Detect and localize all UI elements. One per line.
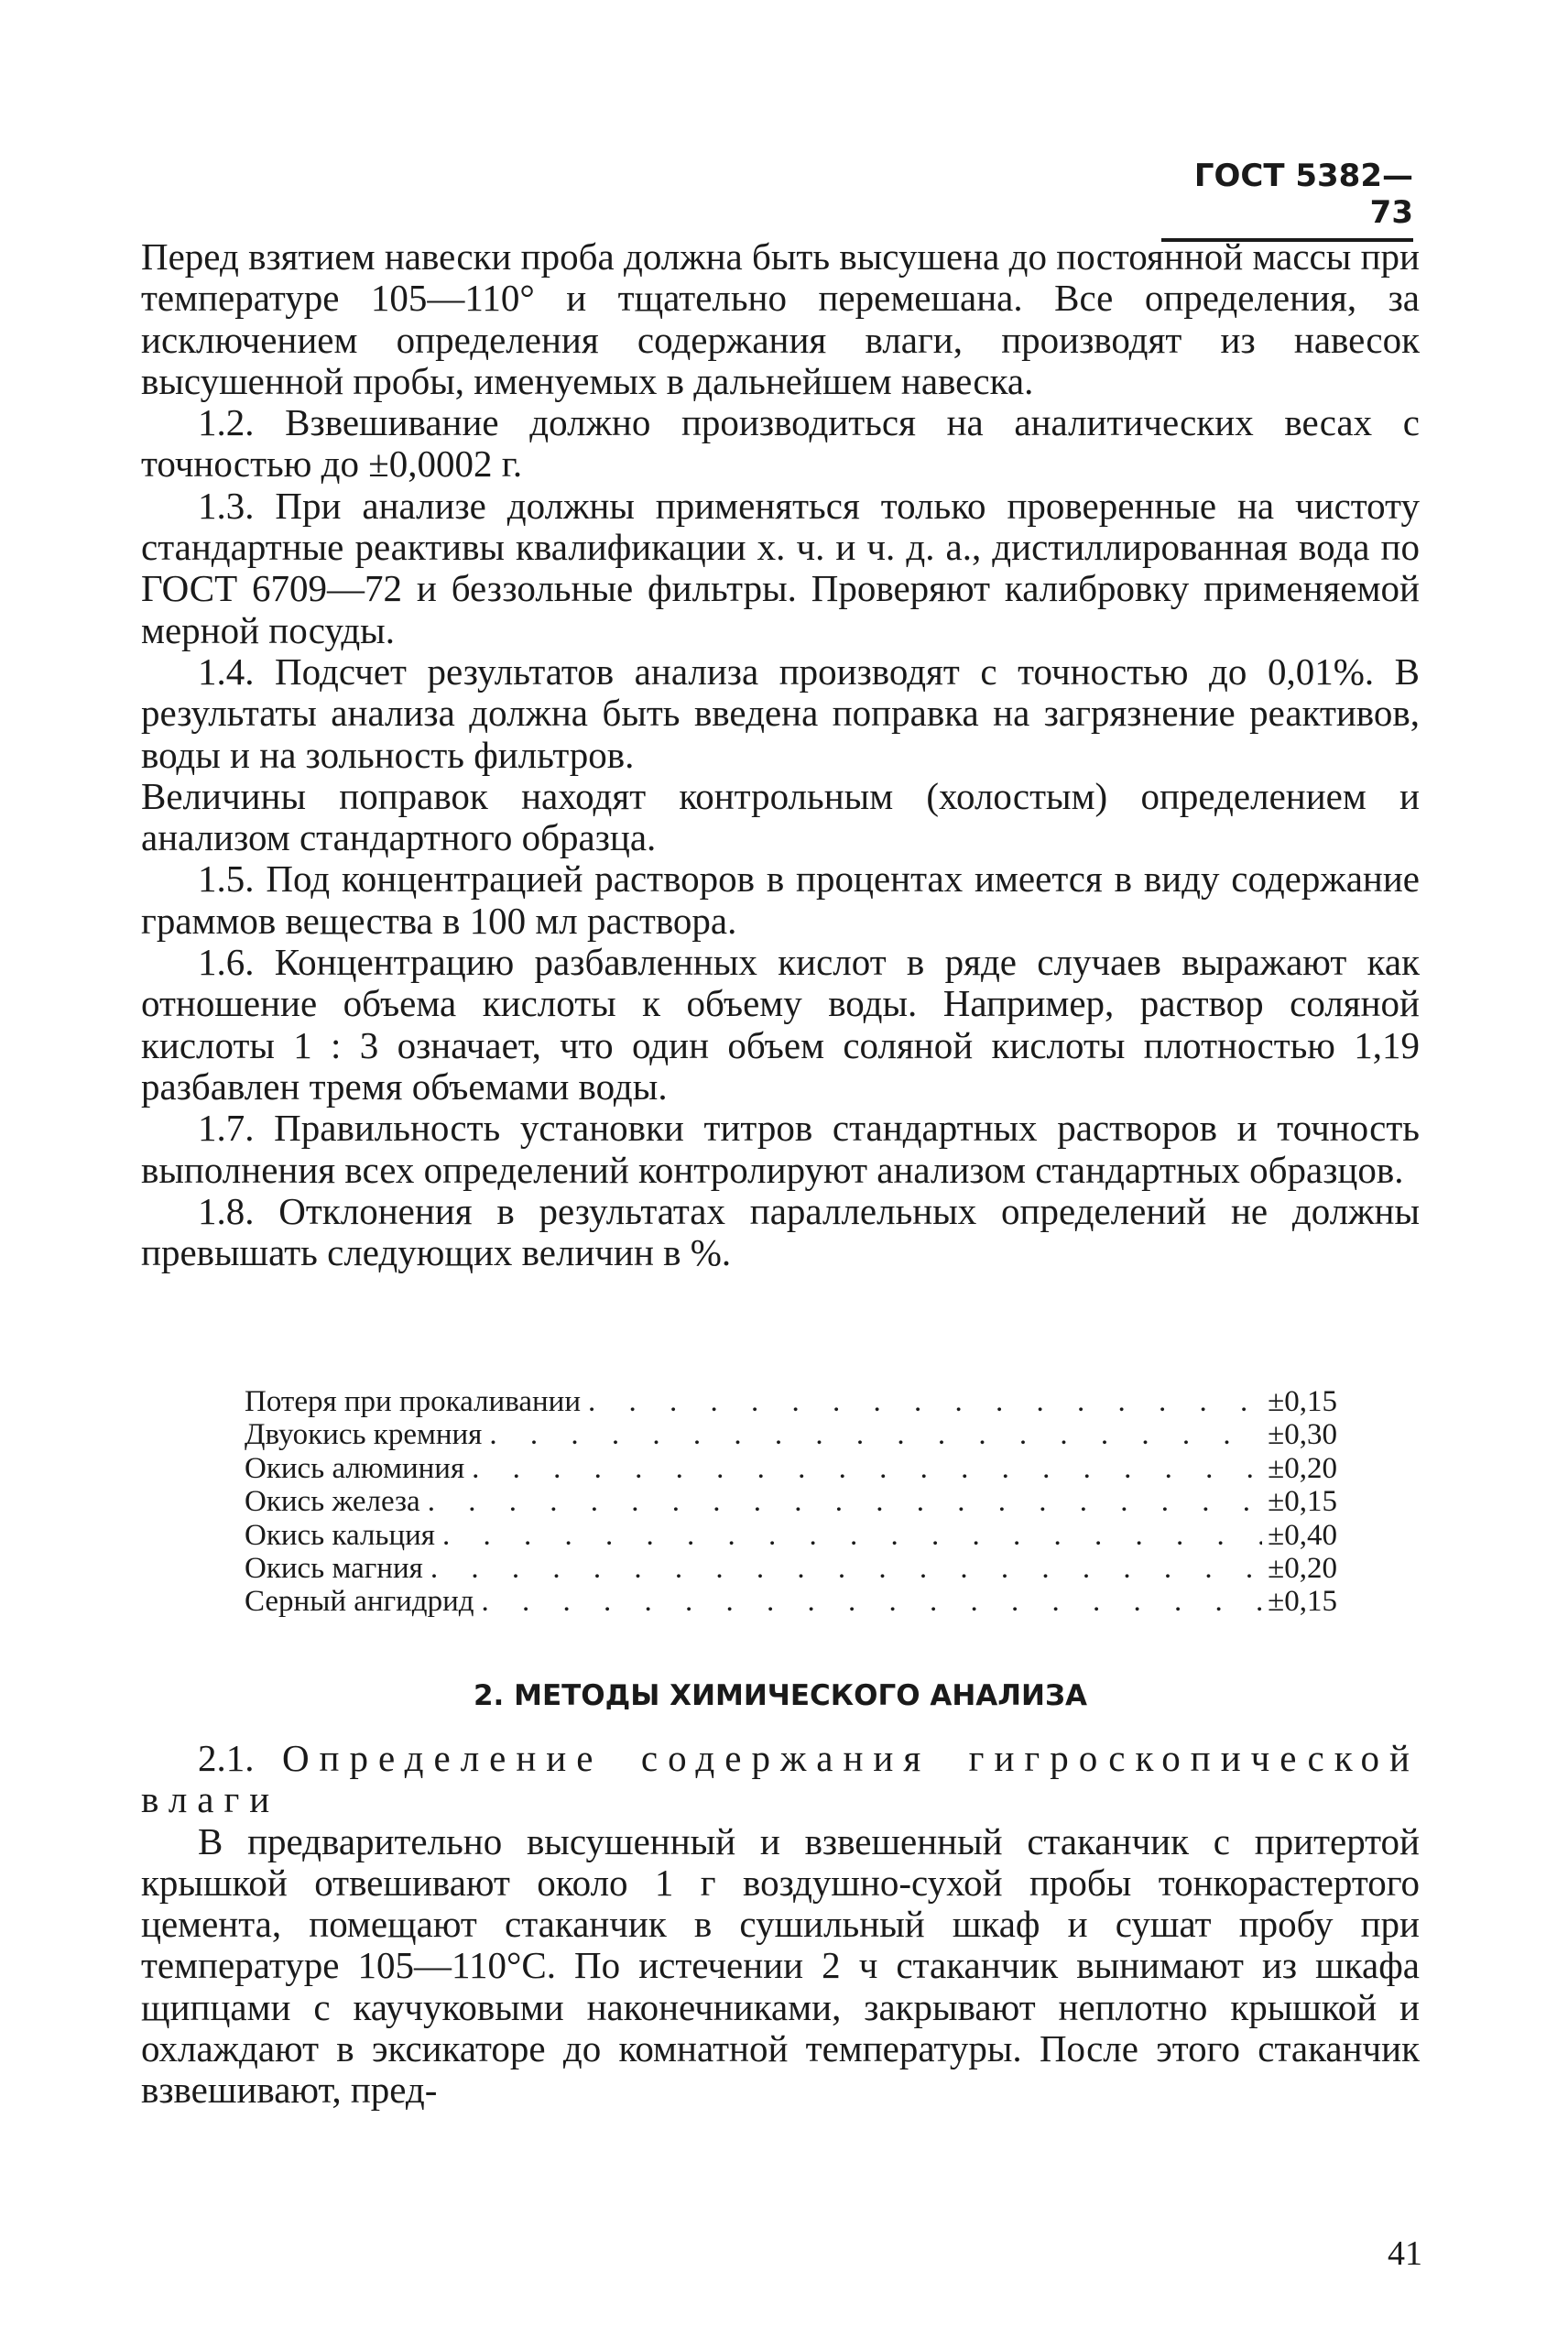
paragraph-1-7: 1.7. Правильность установки титров стандартных растворов и точность выполнения всех определений контролируют анализом стандартных образцов. bbox=[141, 1107, 1420, 1191]
subsection-number: 2.1. bbox=[198, 1737, 255, 1779]
table-row bbox=[245, 1552, 1337, 1585]
dot-leader bbox=[581, 1385, 1262, 1418]
paragraph-1-4: 1.4. Подсчет результатов анализа производят с точностью до 0,01%. В результаты анализа должна быть введена поправка на загрязнение реактивов, воды и на зольность фильтров. bbox=[141, 650, 1420, 776]
row-label: Окись алюминия bbox=[245, 1451, 465, 1485]
table-row bbox=[245, 1585, 1337, 1618]
paragraph-2-1: В предварительно высушенный и взвешенный стаканчик с притертой крышкой отвешивают около 1 г воздушно-сухой пробы тонкорастертого цемента, помещают стаканчик в сушильный шкаф и сушат пробу при температуре 105—110°С. По истечении 2 ч стаканчик вынимают из шкафа щипцами с каучуковыми наконечниками, закрывают неплотно крышкой и охлаждают в эксикаторе до комнатной температуры. После этого стаканчик взвешивают, пред- bbox=[141, 1819, 1420, 2112]
paragraph-1-8: 1.8. Отклонения в результатах параллельных определений не должны превышать следующих величин в %. bbox=[141, 1189, 1420, 1274]
section-1-text bbox=[141, 236, 1420, 1273]
dot-leader bbox=[474, 1585, 1263, 1618]
table-row bbox=[245, 1452, 1337, 1485]
row-label: Потеря при прокаливании bbox=[245, 1385, 581, 1418]
section-2-text bbox=[141, 1738, 1420, 2112]
page-number: 41 bbox=[1388, 2234, 1422, 2273]
dot-leader bbox=[464, 1452, 1262, 1485]
standard-header: ГОСТ 5382—73 bbox=[1161, 158, 1413, 242]
section-2-heading: 2. МЕТОДЫ ХИМИЧЕСКОГО АНАЛИЗА bbox=[473, 1679, 1088, 1712]
tolerance-table bbox=[245, 1385, 1337, 1619]
row-value: ±0,15 bbox=[1268, 1585, 1337, 1619]
paragraph-1-2: 1.2. Взвешивание должно производиться на аналитических весах с точностью до ±0,0002 г. bbox=[141, 401, 1420, 486]
row-value: ±0,15 bbox=[1268, 1485, 1337, 1519]
paragraph-1-6: 1.6. Концентрацию разбавленных кислот в ряде случаев выражают как отношение объема кислоты к объему воды. Например, раствор соляной кислоты 1 : 3 означает, что один объем соляной кислоты плотностью 1,19 разбавлен тремя объемами воды. bbox=[141, 941, 1420, 1108]
table-row bbox=[245, 1519, 1337, 1552]
dot-leader bbox=[482, 1418, 1262, 1451]
row-value: ±0,20 bbox=[1268, 1551, 1337, 1585]
paragraph-drying: Перед взятием навески проба должна быть высушена до постоянной массы при температуре 105—110° и тщательно перемешана. Все определения, за исключением определения содержания влаги, производят из навесок высушенной пробы, именуемых в дальнейшем навеска. bbox=[141, 235, 1420, 402]
row-value: ±0,20 bbox=[1268, 1451, 1337, 1485]
row-label: Двуокись кремния bbox=[245, 1418, 483, 1452]
row-label: Окись железа bbox=[245, 1485, 420, 1519]
row-value: ±0,30 bbox=[1268, 1418, 1337, 1452]
dot-leader bbox=[435, 1519, 1262, 1552]
paragraph-corrections: Величины поправок находят контрольным (холостым) определением и анализом стандартного образца. bbox=[141, 774, 1420, 859]
table-row bbox=[245, 1485, 1337, 1518]
table-row bbox=[245, 1418, 1337, 1451]
table-row bbox=[245, 1385, 1337, 1418]
row-label: Окись магния bbox=[245, 1551, 423, 1585]
subsection-title: Определение содержания гигроскопической влаги bbox=[141, 1737, 1420, 1821]
subsection-2-1-heading bbox=[141, 1738, 1420, 1821]
dot-leader bbox=[420, 1485, 1262, 1518]
row-label: Окись кальция bbox=[245, 1518, 435, 1552]
row-label: Серный ангидрид bbox=[245, 1585, 474, 1619]
row-value: ±0,15 bbox=[1268, 1385, 1337, 1418]
paragraph-1-5: 1.5. Под концентрацией растворов в процентах имеется в виду содержание граммов вещества в 100 мл раствора. bbox=[141, 857, 1420, 942]
dot-leader bbox=[423, 1552, 1262, 1585]
paragraph-1-3: 1.3. При анализе должны применяться только проверенные на чистоту стандартные реактивы квалификации х. ч. и ч. д. а., дистиллированная вода по ГОСТ 6709—72 и беззольные фильтры. Проверяют калибровку применяемой мерной посуды. bbox=[141, 484, 1420, 651]
row-value: ±0,40 bbox=[1268, 1518, 1337, 1552]
